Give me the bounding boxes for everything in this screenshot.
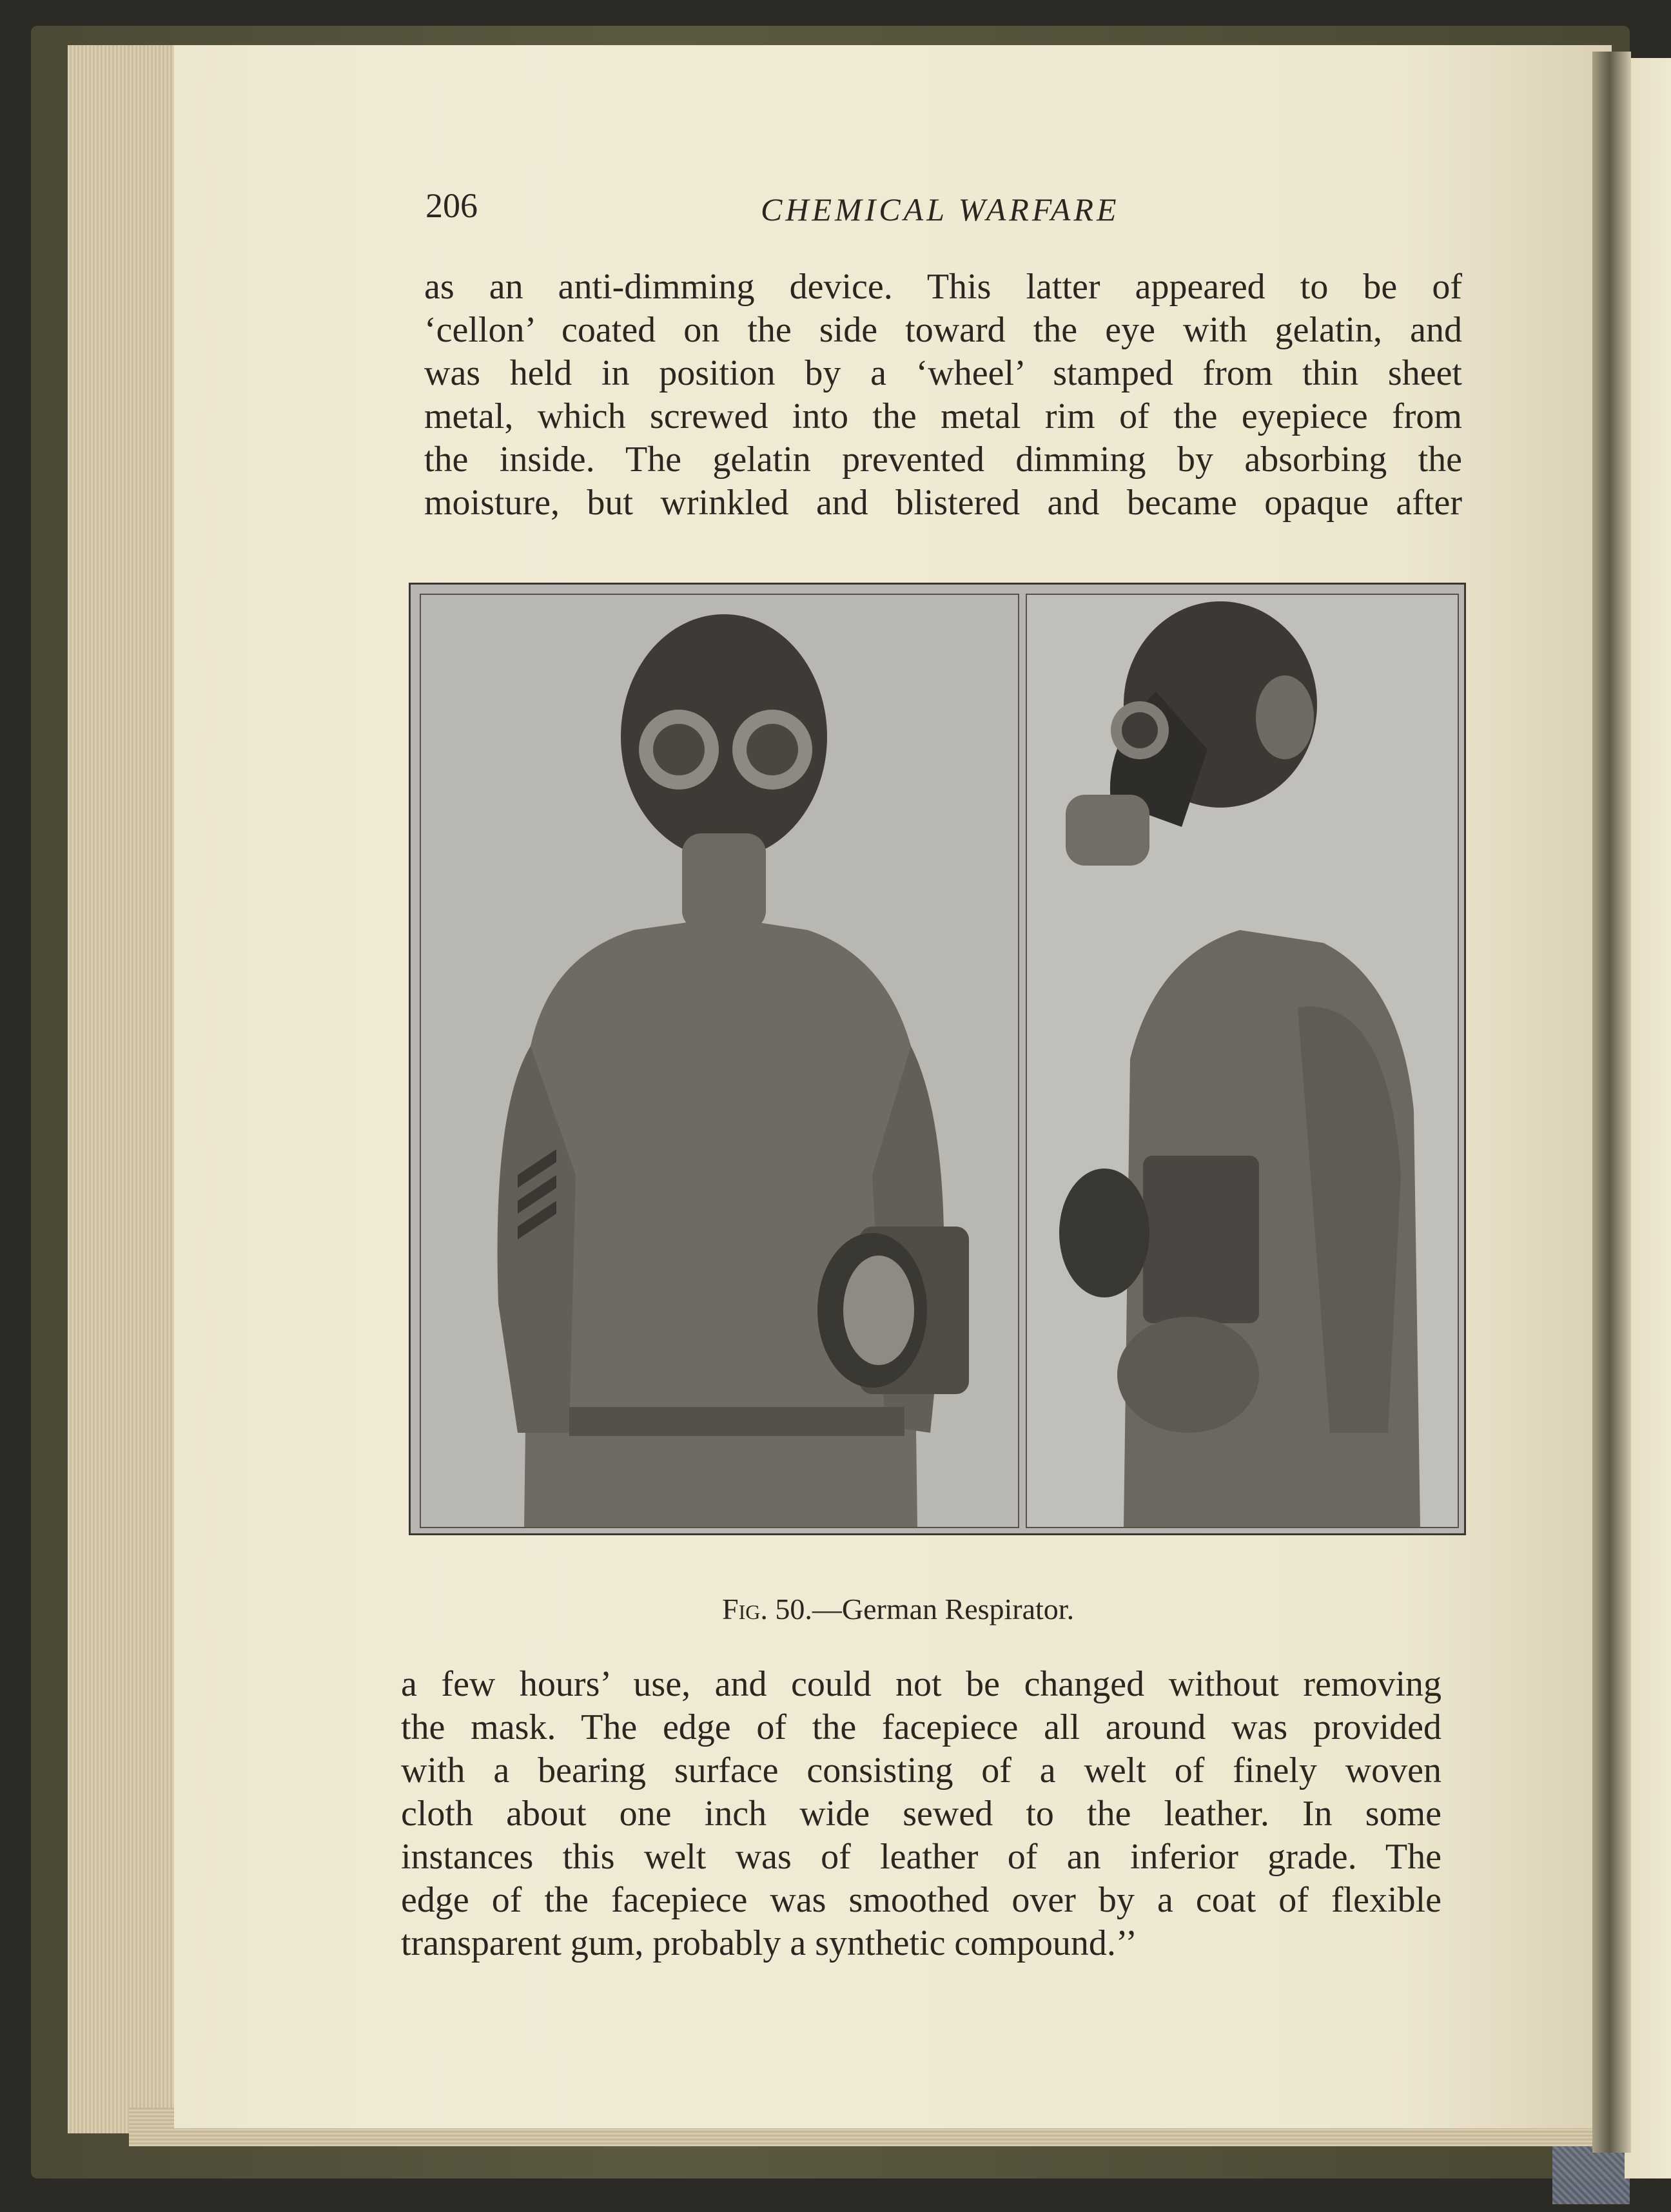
text-line: a few hours’ use, and could not be changed without removing: [401, 1664, 1441, 1704]
body-text-bottom: [401, 1663, 1441, 1965]
figure-photo: [409, 583, 1466, 1535]
text-line: with a bearing surface consisting of a welt of finely woven: [401, 1751, 1441, 1790]
text-line: ‘cellon’ coated on the side toward the eye with gelatin, and: [424, 310, 1462, 350]
body-text-top: [424, 266, 1462, 525]
text-line: instances this welt was of leather of an inferior grade. The: [401, 1837, 1441, 1877]
text-line: the inside. The gelatin prevented dimming by absorbing the: [424, 440, 1462, 480]
figure-caption-text: —German Respirator.: [812, 1593, 1075, 1625]
photo-front-view: [420, 594, 1019, 1528]
page-number: 206: [425, 186, 478, 225]
text-line: metal, which screwed into the metal rim of the eyepiece from: [424, 396, 1462, 436]
text-line: was held in position by a ‘wheel’ stamped from thin sheet: [424, 353, 1462, 393]
text-line: edge of the facepiece was smoothed over by a coat of flexible: [401, 1880, 1441, 1920]
photo-side-view: [1026, 594, 1459, 1528]
next-page-edge: [1625, 58, 1671, 2178]
text-line: moisture, but wrinkled and blistered and became opaque after: [424, 483, 1462, 523]
figure-caption: [722, 1592, 1074, 1626]
soldier-side-illustration: [1027, 595, 1458, 1527]
soldier-front-illustration: [421, 595, 1018, 1527]
page-gutter: [1592, 52, 1631, 2153]
page-edges: [68, 45, 177, 2133]
text-line: transparent gum, probably a synthetic compound.’’: [401, 1923, 1137, 1963]
figure-caption-label: Fig. 50.: [722, 1593, 812, 1625]
text-line: as an anti-dimming device. This latter appeared to be of: [424, 267, 1462, 307]
text-line: the mask. The edge of the facepiece all around was provided: [401, 1707, 1441, 1747]
running-head: CHEMICAL WARFARE: [761, 191, 1120, 228]
text-line: cloth about one inch wide sewed to the leather. In some: [401, 1794, 1441, 1834]
